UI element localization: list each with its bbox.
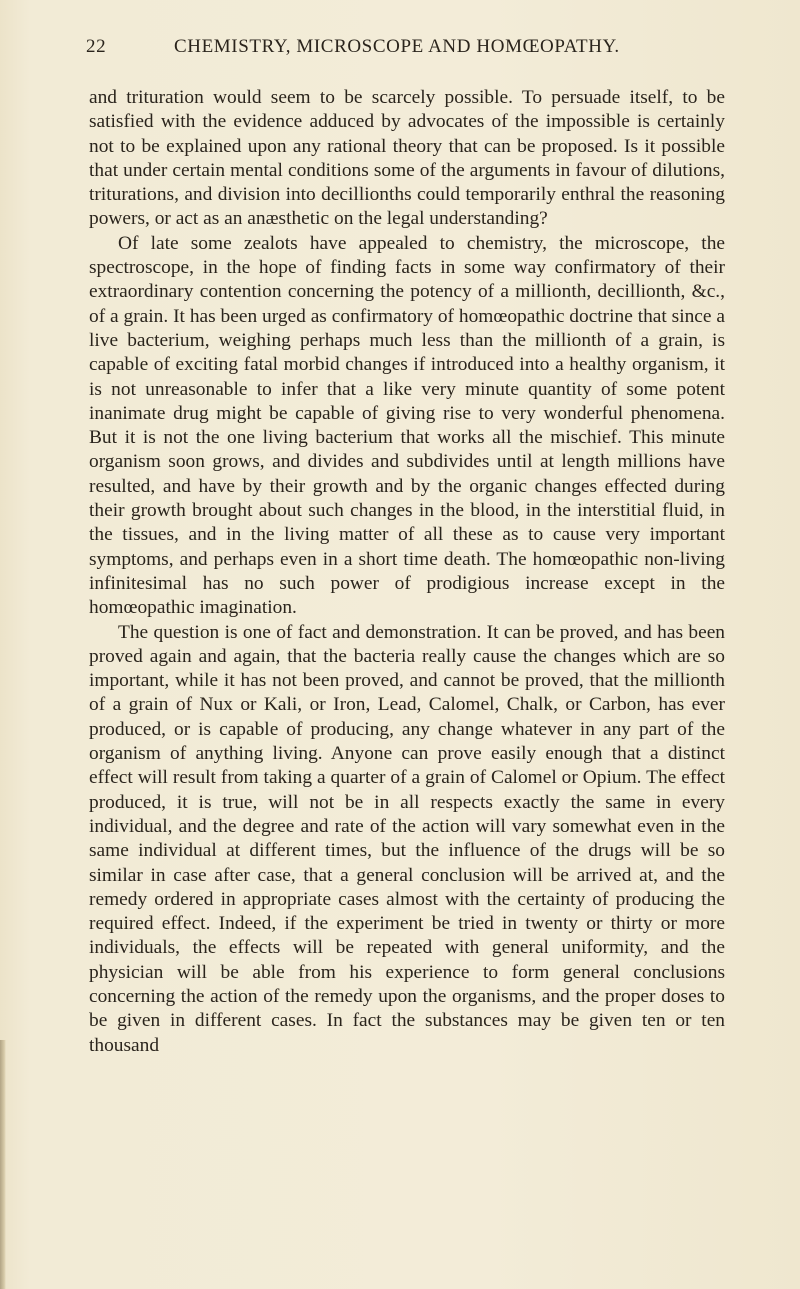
running-title: CHEMISTRY, MICROSCOPE AND HOMŒOPATHY. bbox=[174, 36, 620, 57]
page-header bbox=[86, 36, 726, 62]
paragraph-continued: and trituration would seem to be scarcely possible. To persuade itself, to be satisfied with the evidence adduced by advocates of the impossible is certainly not to be explained upon any rational theory that can be proposed. Is it possible that under certain mental conditions some of the arguments in favour of dilutions, triturations, and division into decillionths could temporarily enthral the reasoning powers, or act as an anæsthetic on the legal understanding? bbox=[89, 87, 725, 230]
paragraph: Of late some zealots have appealed to chemistry, the microscope, the spectroscope, in the hope of finding facts in some way confirmatory of their extraordinary contention concerning the potency of a millionth, decillionth, &c., of a grain. It has been urged as confirmatory of homœopathic doctrine that since a live bacterium, weighing perhaps much less than the millionth of a grain, is capable of exciting fatal morbid changes if introduced into a healthy organism, it is not unreasonable to infer that a like very minute quantity of some potent inanimate drug might be capable of giving rise to very wonderful phenomena. But it is not the one living bacterium that works all the mischief. This minute organism soon grows, and divides and subdivides until at length millions have resulted, and have by their growth and by the organic changes effected during their growth brought about such changes in the blood, in the interstitial fluid, in the tissues, and in the living matter of all these as to cause very important symptoms, and perhaps even in a short time death. The homœopathic non-living infinitesimal has no such power of prodigious increase except in the homœopathic imagination. bbox=[89, 232, 725, 619]
binding-edge-decoration bbox=[0, 1040, 6, 1289]
paragraph: The question is one of fact and demonstration. It can be proved, and has been proved again and again, that the bacteria really cause the changes which are so important, while it has not been proved, and cannot be proved, that the millionth of a grain of Nux or Kali, or Iron, Lead, Calomel, Chalk, or Carbon, has ever produced, or is capable of producing, any change whatever in any part of the organism of anything living. Anyone can prove easily enough that a distinct effect will result from taking a quarter of a grain of Calomel or Opium. The effect produced, it is true, will not be in all respects exactly the same in every individual, and the degree and rate of the action will vary somewhat even in the same individual at different times, but the influence of the drugs will be so similar in case after case, that a general conclusion will be arrived at, and the remedy ordered in appropriate cases almost with the certainty of producing the required effect. Indeed, if the experiment be tried in twenty or thirty or more individuals, the effects will be repeated with general uniformity, and the physician will be able from his experience to form general conclusions concerning the action of the remedy upon the organisms, and the proper doses to be given in different cases. In fact the substances may be given ten or ten thousand bbox=[89, 621, 725, 1056]
body-text bbox=[89, 86, 725, 1058]
page-number: 22 bbox=[86, 36, 107, 57]
